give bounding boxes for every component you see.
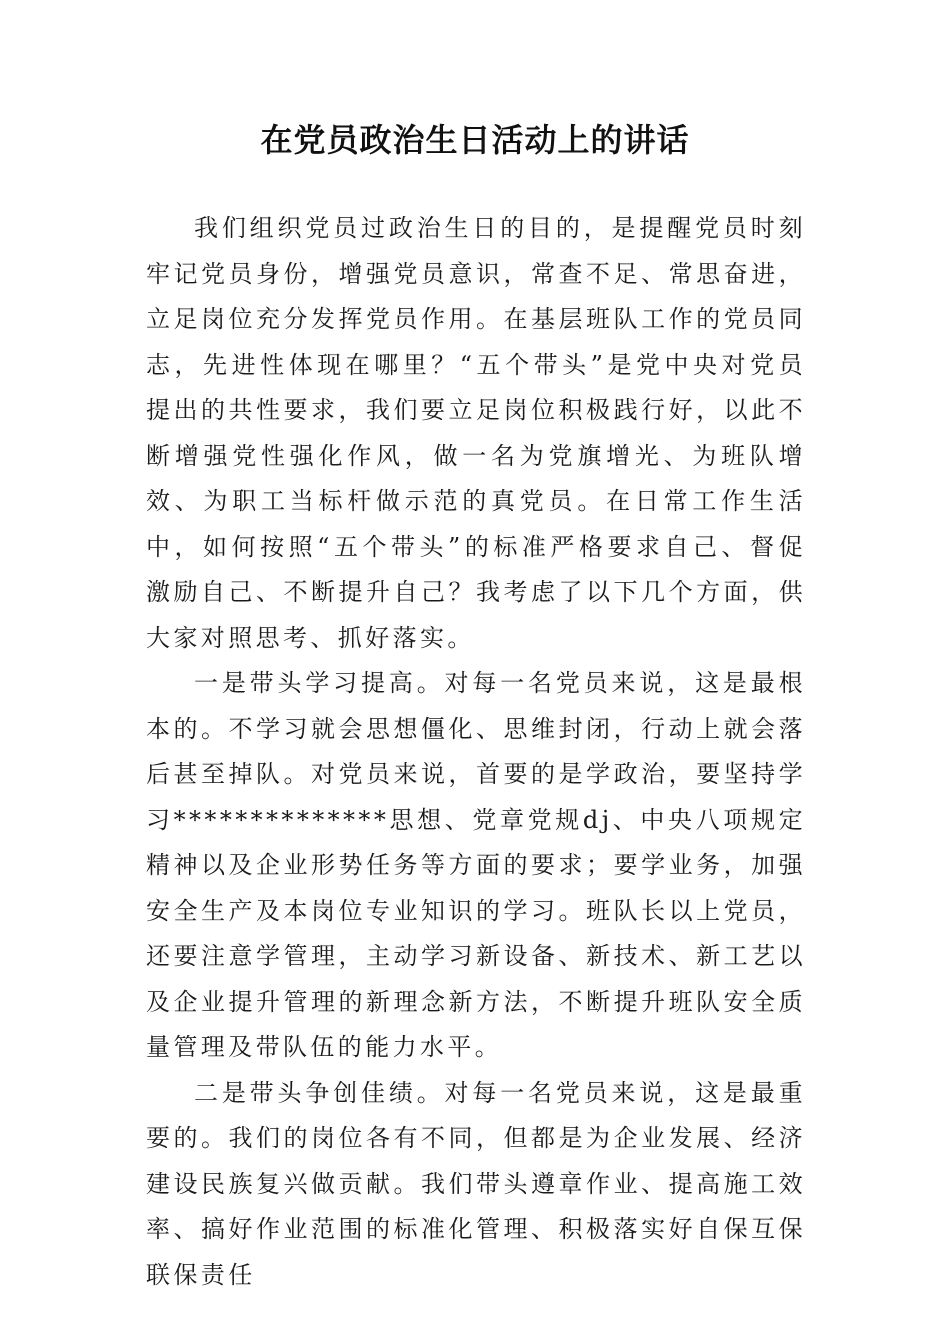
paragraph-achievement: 二是带头争创佳绩。对每一名党员来说，这是最重要的。我们的岗位各有不同，但都是为企业发展、经济建设民族复兴做贡献。我们带头遵章作业、提高施工效率、搞好作业范围的标准化管理、积极落实好自保互保联保责任 — [146, 1078, 806, 1289]
paragraph-study: 一是带头学习提高。对每一名党员来说，这是最根本的。不学习就会思想僵化、思维封闭，行动上就会落后甚至掉队。对党员来说，首要的是学政治，要坚持学习**************思想、党章党规dj、中央八项规定精神以及企业形势任务等方面的要求；要学业务，加强安全生产及本岗位专业知识的学习。班队长以上党员，还要注意学管理，主动学习新设备、新技术、新工艺以及企业提升管理的新理念新方法，不断提升班队安全质量管理及带队伍的能力水平。 — [146, 669, 806, 1061]
paragraph-intro: 我们组织党员过政治生日的目的，是提醒党员时刻牢记党员身份，增强党员意识，常查不足、常思奋进，立足岗位充分发挥党员作用。在基层班队工作的党员同志，先进性体现在哪里？“五个带头”是党中央对党员提出的共性要求，我们要立足岗位积极践行好，以此不断增强党性强化作风，做一名为党旗增光、为班队增效、为职工当标杆做示范的真党员。在日常工作生活中，如何按照“五个带头”的标准严格要求自己、督促激励自己、不断提升自己？我考虑了以下几个方面，供大家对照思考、抓好落实。 — [146, 214, 806, 652]
document-body — [146, 206, 806, 1298]
document-title: 在党员政治生日活动上的讲话 — [260, 121, 690, 159]
